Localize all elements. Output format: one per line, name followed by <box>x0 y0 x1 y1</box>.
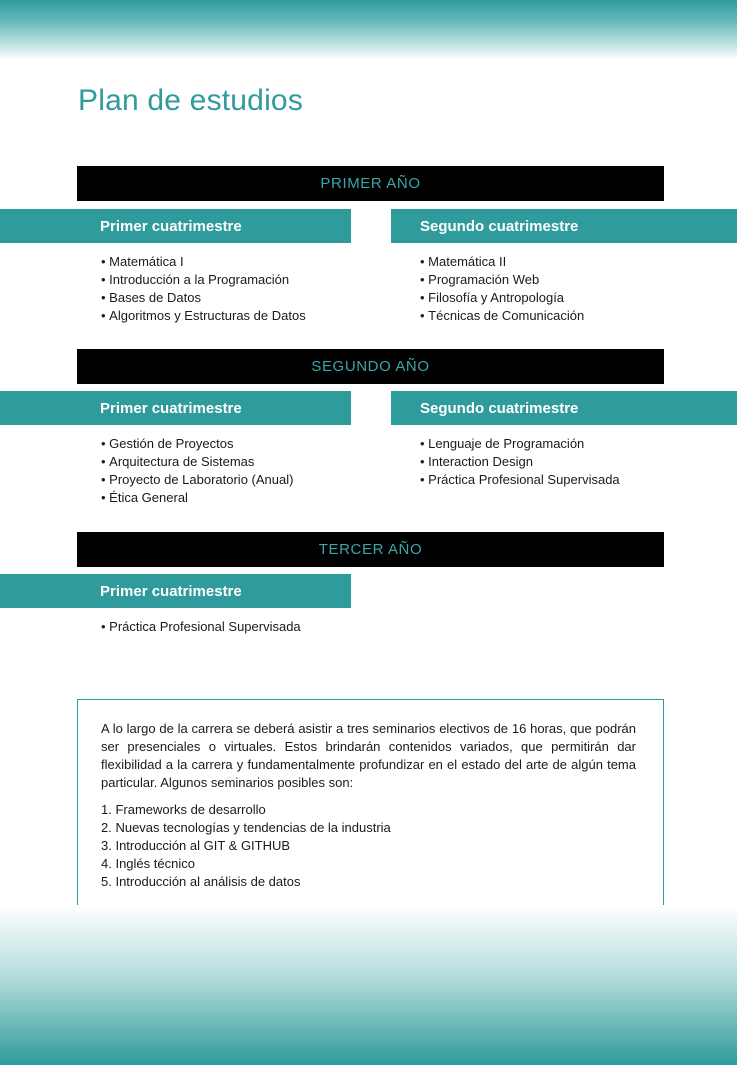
semester-header: Primer cuatrimestre <box>0 209 351 243</box>
list-item: • Programación Web <box>420 271 584 289</box>
subject-list <box>420 435 620 489</box>
list-item: • Interaction Design <box>420 453 620 471</box>
semester-header: Primer cuatrimestre <box>0 574 351 608</box>
page-title: Plan de estudios <box>78 84 304 117</box>
list-item: • Algoritmos y Estructuras de Datos <box>101 307 306 325</box>
list-item: • Matemática I <box>101 253 306 271</box>
subject-list <box>101 253 306 325</box>
list-item: • Lenguaje de Programación <box>420 435 620 453</box>
semester-header: Primer cuatrimestre <box>0 391 351 425</box>
semester-header: Segundo cuatrimestre <box>391 209 737 243</box>
list-item: • Filosofía y Antropología <box>420 289 584 307</box>
list-item: 5. Introducción al análisis de datos <box>101 874 301 889</box>
bottom-gradient-band <box>0 905 737 1065</box>
list-item: 1. Frameworks de desarrollo <box>101 802 266 817</box>
list-item: • Matemática II <box>420 253 584 271</box>
year-header-primer: PRIMER AÑO <box>77 166 664 201</box>
seminar-list <box>101 801 636 891</box>
subject-list <box>420 253 584 325</box>
year-header-segundo: SEGUNDO AÑO <box>77 349 664 384</box>
list-item: 4. Inglés técnico <box>101 856 195 871</box>
list-item: • Práctica Profesional Supervisada <box>420 471 620 489</box>
list-item: • Ética General <box>101 489 293 507</box>
semester-header: Segundo cuatrimestre <box>391 391 737 425</box>
list-item: • Introducción a la Programación <box>101 271 306 289</box>
list-item: 2. Nuevas tecnologías y tendencias de la industria <box>101 820 391 835</box>
subject-list <box>101 435 293 507</box>
list-item: • Arquitectura de Sistemas <box>101 453 293 471</box>
seminars-intro: A lo largo de la carrera se deberá asistir a tres seminarios electivos de 16 horas, que podrán ser presenciales o virtuales. Estos brindarán contenidos variados, que permitirán dar flexibilidad a la carrera y fundamentalmente profundizar en el estado del arte de algún tema particular. Algunos seminarios posibles son: <box>101 721 636 790</box>
list-item: • Proyecto de Laboratorio (Anual) <box>101 471 293 489</box>
top-gradient-band <box>0 0 737 60</box>
seminars-box <box>77 699 664 907</box>
list-item: • Bases de Datos <box>101 289 306 307</box>
list-item: • Práctica Profesional Supervisada <box>101 618 301 636</box>
list-item: 3. Introducción al GIT & GITHUB <box>101 838 291 853</box>
list-item: • Gestión de Proyectos <box>101 435 293 453</box>
subject-list <box>101 618 301 636</box>
list-item: • Técnicas de Comunicación <box>420 307 584 325</box>
year-header-tercer: TERCER AÑO <box>77 532 664 567</box>
